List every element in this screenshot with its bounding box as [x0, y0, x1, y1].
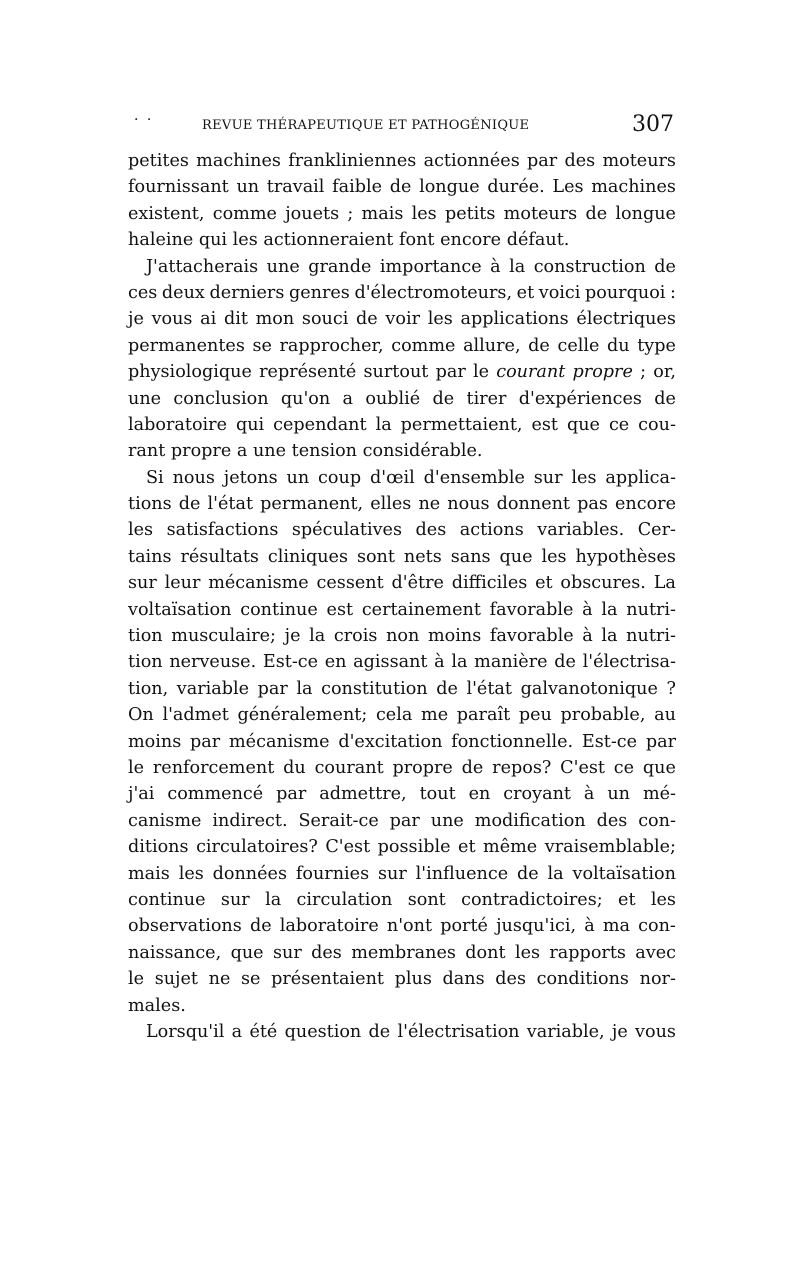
running-title: REVUE THÉRAPEUTIQUE ET PATHOGÉNIQUE	[202, 118, 530, 133]
text-line: tion nerveuse. Est-ce en agissant à la manière de l'électrisa-	[128, 652, 676, 673]
text-line: haleine qui les actionneraient font encore défaut.	[128, 230, 570, 251]
text-line: physiologique représenté surtout par le courant propre ; or,	[128, 362, 676, 383]
text-line: ces deux derniers genres d'électromoteurs, et voici pourquoi :	[128, 282, 676, 303]
page-number: 307	[632, 112, 674, 137]
text-line: les satisfactions spéculatives des actions variables. Cer-	[128, 520, 676, 541]
text-line: fournissant un travail faible de longue durée. Les machines	[128, 177, 676, 198]
text-line: tions de l'état permanent, elles ne nous donnent pas encore	[128, 494, 676, 515]
print-mark: · ·	[134, 112, 154, 128]
text-line: rant propre a une tension considérable.	[128, 441, 483, 462]
text-line: je vous ai dit mon souci de voir les applications électriques	[128, 309, 676, 330]
body-text	[128, 148, 676, 1045]
text-line: moins par mécanisme d'excitation fonctionnelle. Est-ce par	[128, 731, 676, 752]
text-line: tion musculaire; je la crois non moins favorable à la nutri-	[128, 626, 676, 647]
text-line: le renforcement du courant propre de repos? C'est ce que	[128, 757, 676, 778]
text-line: laboratoire qui cependant la permettaient, est que ce cou-	[128, 414, 676, 435]
text-line: sur leur mécanisme cessent d'être difficiles et obscures. La	[128, 573, 676, 594]
text-line: existent, comme jouets ; mais les petits moteurs de longue	[128, 203, 676, 224]
text-line: petites machines frankliniennes actionnées par des moteurs	[128, 151, 676, 171]
text-line: ditions circulatoires? C'est possible et même vraisemblable;	[128, 837, 676, 858]
text-line: permanentes se rapprocher, comme allure, de celle du type	[128, 335, 676, 356]
text-line: observations de laboratoire n'ont porté jusqu'ici, à ma con-	[128, 916, 676, 937]
running-head	[128, 112, 676, 142]
text-line: males.	[128, 995, 186, 1016]
text-line: tion, variable par la constitution de l'état galvanotonique ?	[128, 678, 676, 699]
text-line: Si nous jetons un coup d'œil d'ensemble sur les applica-	[146, 467, 676, 488]
text-line: J'attacherais une grande importance à la construction de	[146, 256, 676, 277]
text-line: le sujet ne se présentaient plus dans des conditions nor-	[128, 969, 676, 990]
text-line: j'ai commencé par admettre, tout en croyant à un mé-	[128, 784, 676, 805]
text-line: voltaïsation continue est certainement favorable à la nutri-	[128, 599, 676, 620]
text-line: une conclusion qu'on a oublié de tirer d'expériences de	[128, 388, 676, 409]
text-line: On l'admet généralement; cela me paraît peu probable, au	[128, 705, 676, 726]
text-line: Lorsqu'il a été question de l'électrisation variable, je vous	[146, 1021, 676, 1042]
text-line: tains résultats cliniques sont nets sans que les hypothèses	[128, 546, 676, 567]
text-line: naissance, que sur des membranes dont les rapports avec	[128, 942, 676, 963]
text-line: mais les données fournies sur l'influence de la voltaïsation	[128, 863, 676, 884]
text-line: canisme indirect. Serait-ce par une modification des con-	[128, 810, 676, 831]
text-line: continue sur la circulation sont contradictoires; et les	[128, 889, 676, 910]
